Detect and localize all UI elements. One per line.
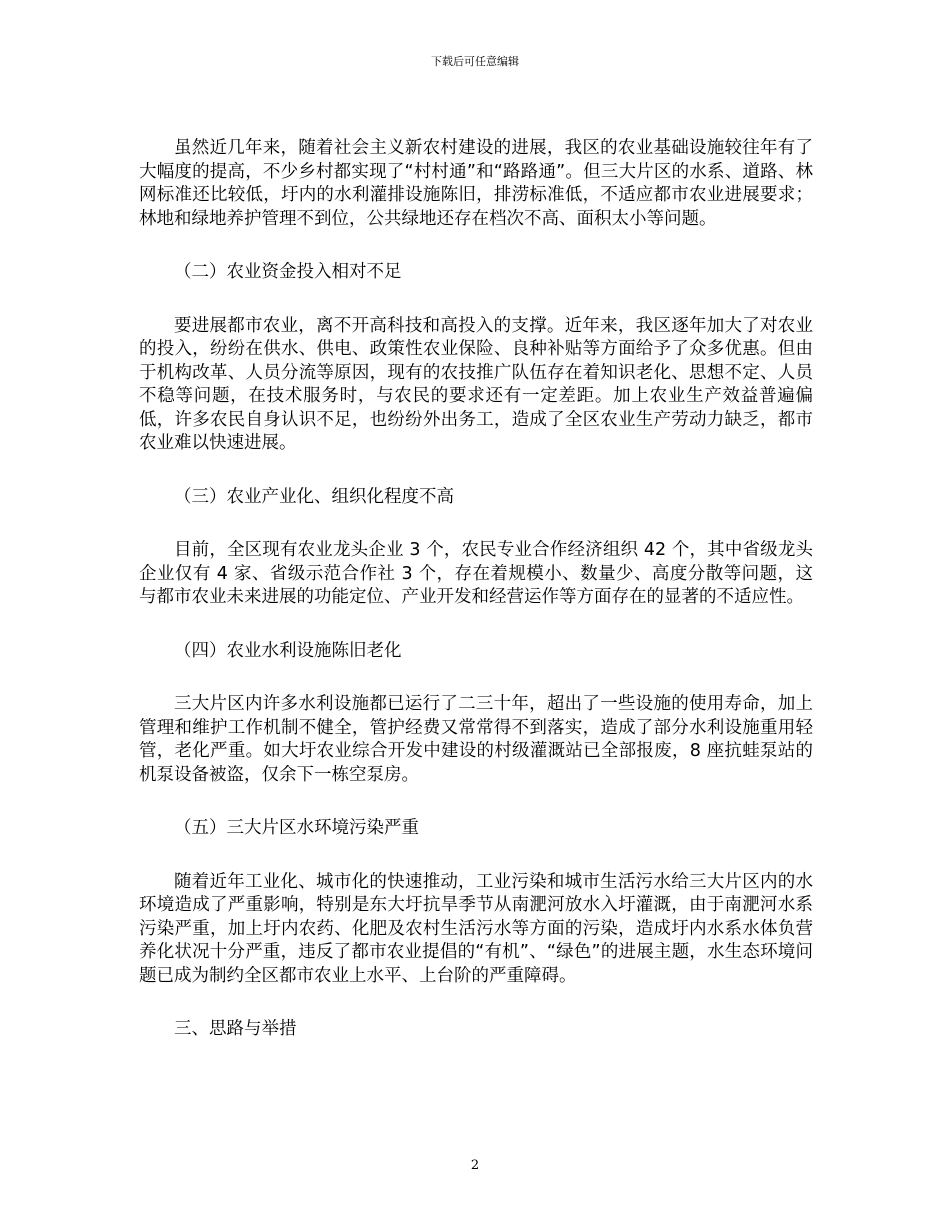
paragraph-industrialization: 目前，全区现有农业龙头企业 3 个，农民专业合作经济组织 42 个，其中省级龙头企业仅有 4 家、省级示范合作社 3 个，存在着规模小、数量少、高度分散等问题，这与都市农业未来进展的功能定位、产业开发和经营运作等方面存在的显著的不适应性。 (139, 540, 813, 607)
section-heading-measures: 三、思路与举措 (174, 1019, 297, 1039)
document-body (139, 137, 813, 1042)
section-heading-funding: （二）农业资金投入相对不足 (174, 262, 402, 282)
page-number: 2 (470, 1158, 480, 1173)
paragraph-funding: 要进展都市农业，离不开高科技和高投入的支撑。近年来，我区逐年加大了对农业的投入，纷纷在供水、供电、政策性农业保险、良种补贴等方面给予了众多优惠。但由于机构改革、人员分流等原因，现有的农技推广队伍存在着知识老化、思想不定、人员不稳等问题，在技术服务时，与农民的要求还有一定差距。加上农业生产效益普遍偏低，许多农民自身认识不足，也纷纷外出务工，造成了全区农业生产劳动力缺乏，都市农业难以快速进展。 (139, 315, 813, 453)
header-note: 下载后可任意编辑 (431, 55, 519, 68)
paragraph-water-facilities: 三大片区内许多水利设施都已运行了二三十年，超出了一些设施的使用寿命，加上管理和维护工作机制不健全，管护经费又常常得不到落实，造成了部分水利设施重用轻管，老化严重。如大圩农业综合开发中建设的村级灌溉站已全部报废，8 座抗蛙泵站的机泵设备被盗，仅余下一栋空泵房。 (139, 694, 813, 785)
paragraph-water-pollution: 随着近年工业化、城市化的快速推动，工业污染和城市生活污水给三大片区内的水环境造成了严重影响，特别是东大圩抗旱季节从南淝河放水入圩灌溉，由于南淝河水系污染严重，加上圩内农药、化肥及农村生活污水等方面的污染，造成圩内水系水体负营养化状况十分严重，违反了都市农业提倡的“有机”、“绿色”的进展主题，水生态环境问题已成为制约全区都市农业上水平、上台阶的严重障碍。 (139, 871, 813, 986)
section-heading-water-pollution: （五）三大片区水环境污染严重 (174, 818, 419, 838)
section-heading-industrialization: （三）农业产业化、组织化程度不高 (174, 486, 454, 507)
section-heading-water-facilities: （四）农业水利设施陈旧老化 (174, 640, 402, 661)
paragraph-infrastructure: 虽然近几年来，随着社会主义新农村建设的进展，我区的农业基础设施较往年有了大幅度的提高，不少乡村都实现了“村村通”和“路路通”。但三大片区的水系、道路、林网标准还比较低，圩内的水利灌排设施陈旧，排涝标准低，不适应都市农业进展要求；林地和绿地养护管理不到位，公共绿地还存在档次不高、面积太小等问题。 (139, 138, 813, 229)
